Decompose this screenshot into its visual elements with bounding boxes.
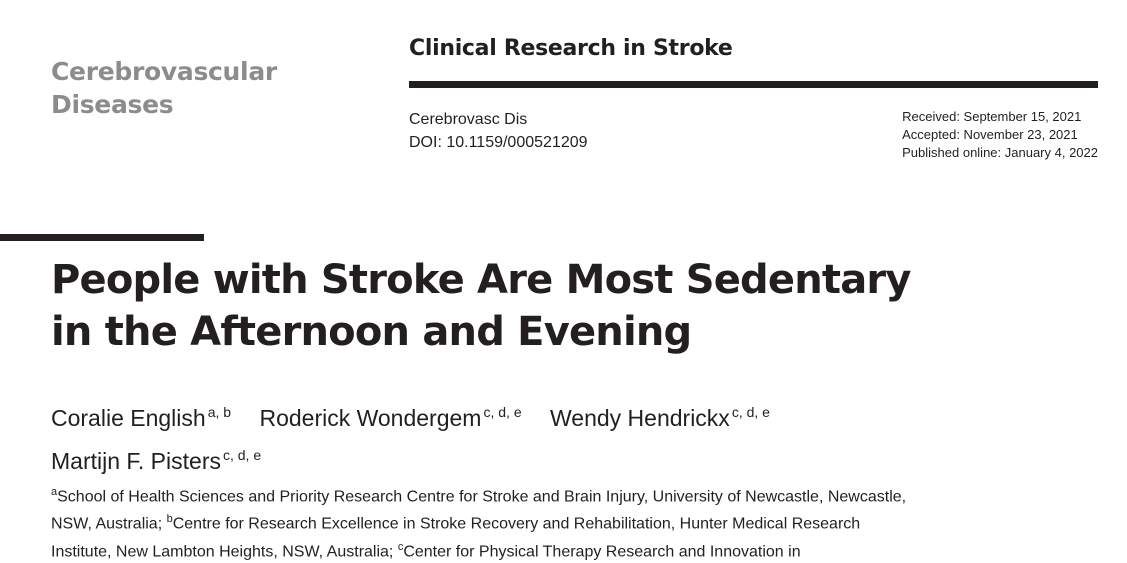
article-title <box>51 254 911 358</box>
author-name[interactable]: Coralie English $^{a, b}$ <box>51 404 232 431</box>
author-name[interactable]: Roderick Wondergem $^{c, d, e}$ <box>259 404 522 431</box>
article-title-line2: in the Afternoon and Evening <box>51 309 692 355</box>
affiliation-text: Center for Physical Therapy Research and Innovation in <box>403 542 801 560</box>
author-list <box>51 394 911 480</box>
accepted-date: Accepted: November 23, 2021 <box>902 127 1078 142</box>
affiliation-text: Centre for Research Excellence in Stroke Recovery and Rehabilitation, Hunter Medical Research Institute, New Lambton Heights, NSW, Australia; <box>51 515 861 560</box>
doi-link[interactable]: DOI: 10.1159/000521209 <box>409 134 588 151</box>
article-title-line1: People with Stroke Are Most Sedentary <box>51 257 911 303</box>
affiliation-mark: c <box>397 540 404 553</box>
author-affiliation-marks: a, b <box>207 404 232 420</box>
received-date: Received: September 15, 2021 <box>902 109 1082 124</box>
affiliation-mark: a <box>51 486 58 498</box>
journal-name-line2: Diseases <box>51 90 174 119</box>
affiliation-mark: b <box>166 513 173 526</box>
author-name[interactable]: Martijn F. Pisters $^{c, d, e}$ <box>51 447 262 474</box>
author-affiliation-marks: c, d, e <box>731 404 770 420</box>
section-title: Clinical Research in Stroke <box>409 36 733 61</box>
citation-block <box>409 108 588 154</box>
author-affiliation-marks: c, d, e <box>483 404 522 420</box>
title-rule <box>0 234 204 241</box>
journal-abbrev: Cerebrovasc Dis <box>409 111 528 128</box>
section-rule <box>409 81 1098 88</box>
journal-name-line1: Cerebrovascular <box>51 57 277 86</box>
affiliation-text: School of Health Sciences and Priority Research Centre for Stroke and Brain Injury, University of Newcastle, Newcastle, NSW, Australia; <box>51 488 907 533</box>
author-affiliation-marks: c, d, e <box>222 447 262 463</box>
affiliations <box>51 481 911 563</box>
author-name[interactable]: Wendy Hendrickx $^{c, d, e}$ <box>550 404 770 431</box>
published-date: Published online: January 4, 2022 <box>902 145 1098 160</box>
publication-dates <box>902 108 1098 162</box>
journal-name <box>51 55 277 121</box>
